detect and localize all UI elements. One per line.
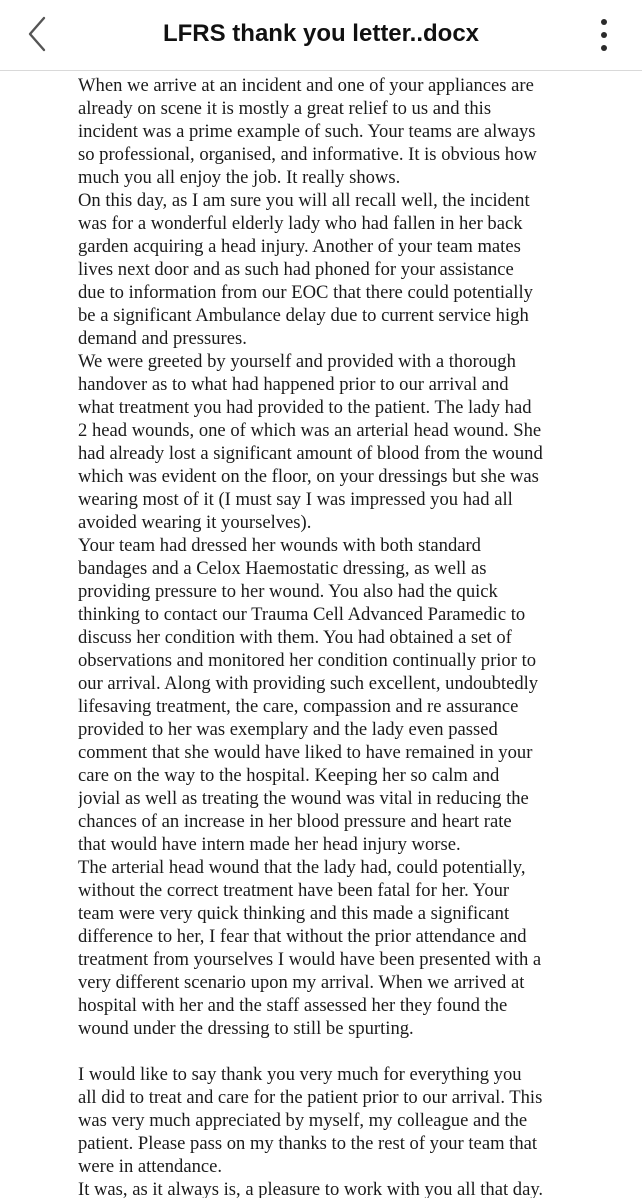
document-line: wound under the dressing to still be spurting. xyxy=(78,1018,414,1039)
document-body[interactable] xyxy=(78,74,638,1198)
document-line: patient. Please pass on my thanks to the rest of your team that xyxy=(78,1133,538,1154)
document-line: handover as to what had happened prior to our arrival and xyxy=(78,374,509,395)
document-line: jovial as well as treating the wound was vital in reducing the xyxy=(78,788,529,809)
document-line: had already lost a significant amount of blood from the wound xyxy=(78,443,543,464)
document-line: without the correct treatment have been fatal for her. Your xyxy=(78,880,510,901)
document-line: It was, as it always is, a pleasure to work with you all that day. xyxy=(78,1179,544,1198)
document-line: be a significant Ambulance delay due to current service high xyxy=(78,305,529,326)
document-line: hospital with her and the staff assessed her they found the xyxy=(78,995,508,1016)
document-line: provided to her was exemplary and the lady even passed xyxy=(78,719,498,740)
document-title: LFRS thank you letter..docx xyxy=(162,20,480,47)
document-line: so professional, organised, and informative. It is obvious how xyxy=(78,144,537,165)
document-line: comment that she would have liked to have remained in your xyxy=(78,742,533,763)
top-bar xyxy=(0,0,642,71)
document-line: 2 head wounds, one of which was an arterial head wound. She xyxy=(78,420,542,441)
document-line: care on the way to the hospital. Keeping her so calm and xyxy=(78,765,500,786)
back-button[interactable] xyxy=(20,14,56,54)
document-line: I would like to say thank you very much for everything you xyxy=(78,1064,522,1085)
document-line: all did to treat and care for the patient prior to our arrival. This xyxy=(78,1087,543,1108)
document-line: due to information from our EOC that there could potentially xyxy=(78,282,533,303)
document-line: lifesaving treatment, the care, compassion and re assurance xyxy=(78,696,519,717)
document-line: were in attendance. xyxy=(78,1156,223,1177)
document-line: incident was a prime example of such. Your teams are always xyxy=(78,121,536,142)
document-line: thinking to contact our Trauma Cell Advanced Paramedic to xyxy=(78,604,526,625)
document-line: When we arrive at an incident and one of your appliances are xyxy=(78,75,534,96)
document-line: which was evident on the floor, on your dressings but she was xyxy=(78,466,539,487)
document-line: difference to her, I fear that without the prior attendance and xyxy=(78,926,527,947)
document-line: avoided wearing it yourselves). xyxy=(78,512,312,533)
document-line: lives next door and as such had phoned for your assistance xyxy=(78,259,514,280)
document-line: team were very quick thinking and this made a significant xyxy=(78,903,510,924)
document-line: what treatment you had provided to the patient. The lady had xyxy=(78,397,532,418)
document-line: very different scenario upon my arrival. When we arrived at xyxy=(78,972,525,993)
document-line: wearing most of it (I must say I was impressed you had all xyxy=(78,489,513,510)
document-line: much you all enjoy the job. It really shows. xyxy=(78,167,401,188)
document-line: was for a wonderful elderly lady who had fallen in her back xyxy=(78,213,523,234)
document-line: already on scene it is mostly a great relief to us and this xyxy=(78,98,492,119)
document-line: discuss her condition with them. You had obtained a set of xyxy=(78,627,512,648)
more-options-button[interactable] xyxy=(592,16,616,56)
document-line: chances of an increase in her blood pressure and heart rate xyxy=(78,811,512,832)
document-line: We were greeted by yourself and provided with a thorough xyxy=(78,351,516,372)
document-line: observations and monitored her condition continually prior to xyxy=(78,650,537,671)
document-line: providing pressure to her wound. You also had the quick xyxy=(78,581,498,602)
document-line: that would have intern made her head injury worse. xyxy=(78,834,461,855)
blank-line xyxy=(78,1040,638,1063)
document-line: The arterial head wound that the lady had, could potentially, xyxy=(78,857,526,878)
document-line: garden acquiring a head injury. Another of your team mates xyxy=(78,236,521,257)
document-line: was very much appreciated by myself, my colleague and the xyxy=(78,1110,528,1131)
document-line: our arrival. Along with providing such excellent, undoubtedly xyxy=(78,673,539,694)
document-line: bandages and a Celox Haemostatic dressing, as well as xyxy=(78,558,487,579)
document-line: On this day, as I am sure you will all recall well, the incident xyxy=(78,190,530,211)
document-line: Your team had dressed her wounds with both standard xyxy=(78,535,481,556)
more-vertical-icon xyxy=(592,19,616,51)
chevron-left-icon xyxy=(20,14,56,54)
document-line: treatment from yourselves I would have been presented with a xyxy=(78,949,542,970)
document-line: demand and pressures. xyxy=(78,328,247,349)
